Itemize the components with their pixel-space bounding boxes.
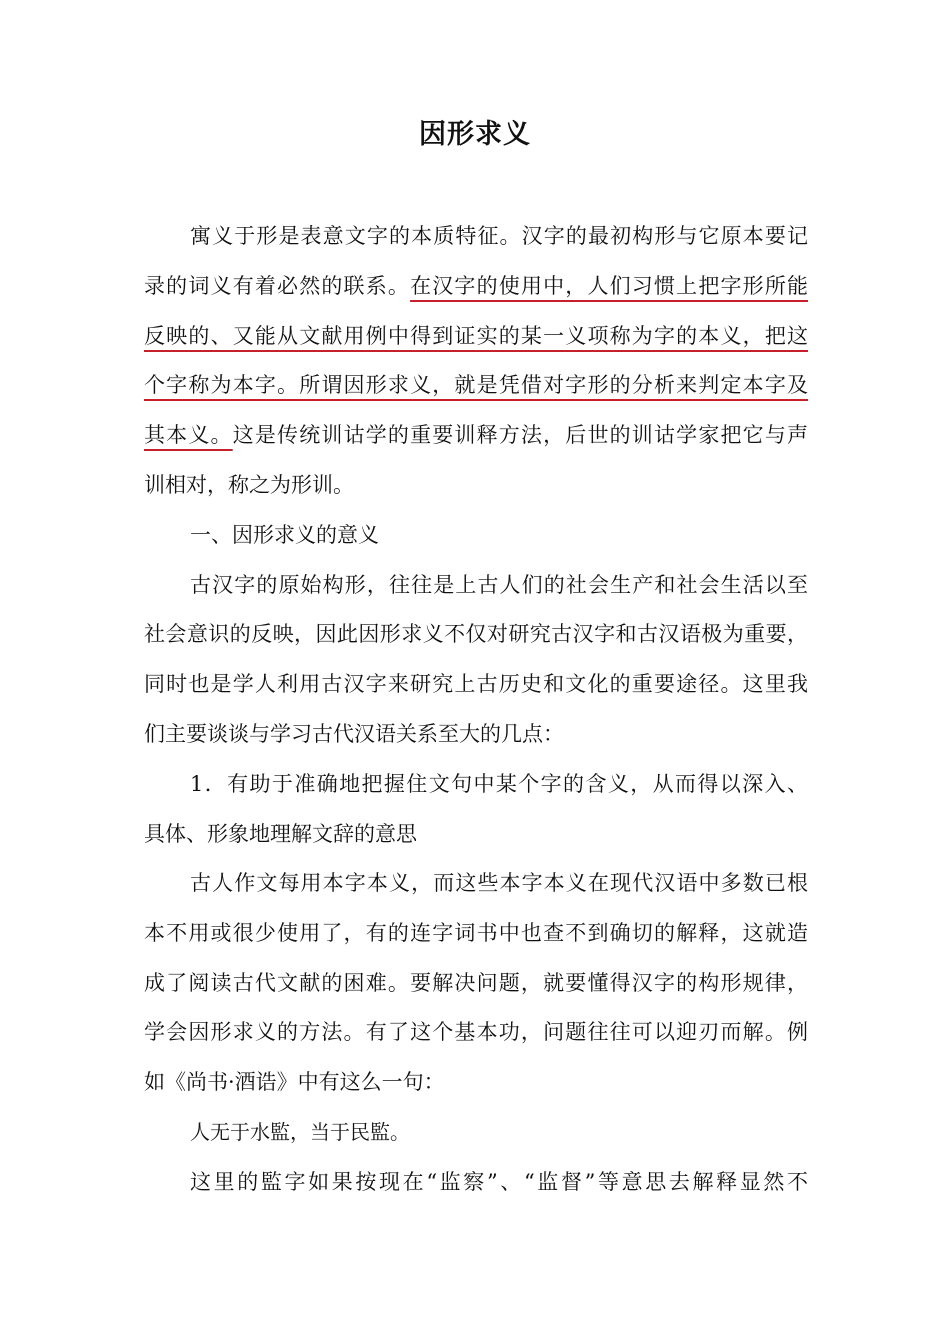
text-line: 成了阅读古代文献的困难。要解决问题，就要懂得汉字的构形规律， [144,971,808,995]
underlined-text-line: 反映的、又能从文献用例中得到证实的某一义项称为字的本义，把这 [144,324,808,348]
page-title: 因形求义 [419,119,531,150]
text-line: 1．有助于准确地把握住文句中某个字的含义，从而得以深入、 [190,772,808,796]
text-line: 古汉字的原始构形，往往是上古人们的社会生产和社会生活以至 [190,573,808,597]
quotation: 人无于水監，当于民監。 [190,1120,410,1144]
text-line: 学会因形求义的方法。有了这个基本功，问题往往可以迎刃而解。例 [144,1020,808,1044]
text-span: 录的词义有着必然的联系。 [144,274,411,298]
text-span: 这是传统训诂学的重要训释方法，后世的训诂学家把它与声 [232,423,809,447]
text-line: 本不用或很少使用了，有的连字词书中也查不到确切的解释，这就造 [144,921,808,945]
underlined-text-line: 个字称为本字。所谓因形求义，就是凭借对字形的分析来判定本字及 [144,373,808,397]
text-line: 寓义于形是表意文字的本质特征。汉字的最初构形与它原本要记 [190,224,808,248]
text-line: 如《尚书·酒诰》中有这么一句： [144,1070,445,1094]
text-line: 训相对，称之为形训。 [144,473,354,497]
text-line [144,419,808,451]
section-heading: 一、因形求义的意义 [190,523,379,547]
underlined-text: 在汉字的使用中，人们习惯上把字形所能 [410,274,809,298]
text-line: 们主要谈谈与学习古代汉语关系至大的几点： [144,722,564,746]
text-line [144,270,808,302]
text-line: 古人作文每用本字本义，而这些本字本义在现代汉语中多数已根 [190,871,808,895]
underlined-text: 其本义。 [144,423,233,447]
text-line: 这里的監字如果按现在“监察”、“监督”等意思去解释显然不 [190,1170,808,1194]
text-line: 社会意识的反映，因此因形求义不仅对研究古汉字和古汉语极为重要， [144,622,808,646]
text-line: 同时也是学人利用古汉字来研究上古历史和文化的重要途径。这里我 [144,672,808,696]
text-line: 具体、形象地理解文辞的意思 [144,822,417,846]
